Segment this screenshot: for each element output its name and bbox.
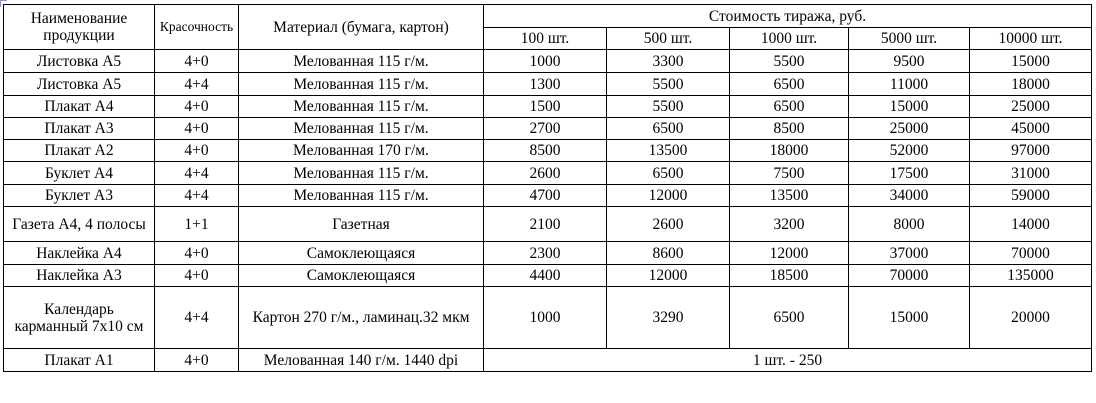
- cell-price: 3290: [607, 287, 730, 349]
- cell-price: 11000: [849, 73, 970, 96]
- cell-color: 4+0: [155, 265, 239, 287]
- table-row: [4, 162, 1092, 185]
- cell-price: 1000: [484, 50, 607, 73]
- cell-name: Буклет А4: [4, 162, 155, 185]
- cell-price: 18000: [730, 140, 849, 162]
- table-row: [4, 96, 1092, 118]
- cell-color: 4+0: [155, 349, 239, 372]
- cell-price: 18000: [970, 73, 1092, 96]
- cell-price: 7500: [730, 162, 849, 185]
- cell-price: 2100: [484, 207, 607, 242]
- cell-name: Плакат А1: [4, 349, 155, 372]
- header-qty-10000: 10000 шт.: [970, 28, 1092, 50]
- cell-name: Газета А4, 4 полосы: [4, 207, 155, 242]
- cell-price: 17500: [849, 162, 970, 185]
- cell-price: 12000: [730, 242, 849, 265]
- cell-price: 13500: [730, 185, 849, 207]
- table-body: [4, 50, 1092, 349]
- cell-price: 2600: [484, 162, 607, 185]
- table-row: [4, 73, 1092, 96]
- cell-price: 2700: [484, 118, 607, 140]
- cell-material: Мелованная 115 г/м.: [239, 50, 484, 73]
- cell-price: 8000: [849, 207, 970, 242]
- cell-color: 4+4: [155, 287, 239, 349]
- cell-price: 31000: [970, 162, 1092, 185]
- cell-color: 4+4: [155, 185, 239, 207]
- price-table: [3, 4, 1092, 372]
- cell-price: 6500: [607, 118, 730, 140]
- cell-material: Мелованная 115 г/м.: [239, 162, 484, 185]
- cell-price: 6500: [730, 96, 849, 118]
- cell-price: 8500: [730, 118, 849, 140]
- cell-price: 15000: [849, 96, 970, 118]
- cell-price: 1000: [484, 287, 607, 349]
- cell-price: 6500: [730, 287, 849, 349]
- cell-name: Буклет А3: [4, 185, 155, 207]
- table-row: [4, 265, 1092, 287]
- header-product-name: Наименование продукции: [4, 5, 155, 50]
- cell-color: 4+0: [155, 50, 239, 73]
- cell-material: Газетная: [239, 207, 484, 242]
- cell-color: 1+1: [155, 207, 239, 242]
- header-qty-500: 500 шт.: [607, 28, 730, 50]
- cell-name: Плакат А4: [4, 96, 155, 118]
- cell-material: Мелованная 115 г/м.: [239, 118, 484, 140]
- cell-price: 25000: [849, 118, 970, 140]
- cell-material: Мелованная 115 г/м.: [239, 185, 484, 207]
- header-qty-1000: 1000 шт.: [730, 28, 849, 50]
- cell-name: Наклейка А4: [4, 242, 155, 265]
- header-qty-5000: 5000 шт.: [849, 28, 970, 50]
- cell-price: 3200: [730, 207, 849, 242]
- cell-price: 15000: [849, 287, 970, 349]
- cell-name: Листовка А5: [4, 73, 155, 96]
- cell-name: Наклейка А3: [4, 265, 155, 287]
- cell-material: Мелованная 140 г/м. 1440 dpi: [239, 349, 484, 372]
- header-qty-100: 100 шт.: [484, 28, 607, 50]
- cell-color: 4+0: [155, 118, 239, 140]
- cell-price: 9500: [849, 50, 970, 73]
- cell-price: 4700: [484, 185, 607, 207]
- cell-color: 4+0: [155, 140, 239, 162]
- cell-material: Самоклеющаяся: [239, 242, 484, 265]
- cell-price: 1300: [484, 73, 607, 96]
- cell-price: 34000: [849, 185, 970, 207]
- cell-price: 45000: [970, 118, 1092, 140]
- cell-price: 37000: [849, 242, 970, 265]
- cell-color: 4+4: [155, 73, 239, 96]
- cell-price: 12000: [607, 185, 730, 207]
- cell-color: 4+0: [155, 96, 239, 118]
- table-row: [4, 185, 1092, 207]
- cell-price: 8600: [607, 242, 730, 265]
- header-cost-group: Стоимость тиража, руб.: [484, 5, 1092, 28]
- cell-material: Самоклеющаяся: [239, 265, 484, 287]
- table-row: [4, 140, 1092, 162]
- cell-price: 15000: [970, 50, 1092, 73]
- cell-color: 4+4: [155, 162, 239, 185]
- table-row: [4, 242, 1092, 265]
- cell-price: 2300: [484, 242, 607, 265]
- cell-price: 5500: [730, 50, 849, 73]
- table-row: [4, 118, 1092, 140]
- cell-price-note: 1 шт. - 250: [484, 349, 1092, 372]
- cell-price: 2600: [607, 207, 730, 242]
- cell-color: 4+0: [155, 242, 239, 265]
- cell-price: 5500: [607, 96, 730, 118]
- header-color: Красочность: [155, 5, 239, 50]
- cell-material: Картон 270 г/м., ламинац.32 мкм: [239, 287, 484, 349]
- cell-price: 25000: [970, 96, 1092, 118]
- cell-price: 1500: [484, 96, 607, 118]
- cell-price: 13500: [607, 140, 730, 162]
- cell-price: 8500: [484, 140, 607, 162]
- table-row: [4, 349, 1092, 372]
- cell-material: Мелованная 170 г/м.: [239, 140, 484, 162]
- cell-price: 6500: [730, 73, 849, 96]
- cell-name: Плакат А2: [4, 140, 155, 162]
- cell-price: 5500: [607, 73, 730, 96]
- cell-price: 135000: [970, 265, 1092, 287]
- cell-price: 3300: [607, 50, 730, 73]
- cell-price: 70000: [849, 265, 970, 287]
- cell-price: 14000: [970, 207, 1092, 242]
- cell-price: 52000: [849, 140, 970, 162]
- cell-price: 70000: [970, 242, 1092, 265]
- cell-name: Плакат А3: [4, 118, 155, 140]
- table-row: [4, 207, 1092, 242]
- table-row: [4, 287, 1092, 349]
- cell-material: Мелованная 115 г/м.: [239, 96, 484, 118]
- cell-price: 18500: [730, 265, 849, 287]
- cell-price: 12000: [607, 265, 730, 287]
- cell-price: 6500: [607, 162, 730, 185]
- cell-price: 4400: [484, 265, 607, 287]
- cell-material: Мелованная 115 г/м.: [239, 73, 484, 96]
- cell-price: 97000: [970, 140, 1092, 162]
- cell-price: 20000: [970, 287, 1092, 349]
- table-row: [4, 50, 1092, 73]
- cell-name: Листовка А5: [4, 50, 155, 73]
- header-material: Материал (бумага, картон): [239, 5, 484, 50]
- cell-price: 59000: [970, 185, 1092, 207]
- cell-name: Календарь карманный 7х10 см: [4, 287, 155, 349]
